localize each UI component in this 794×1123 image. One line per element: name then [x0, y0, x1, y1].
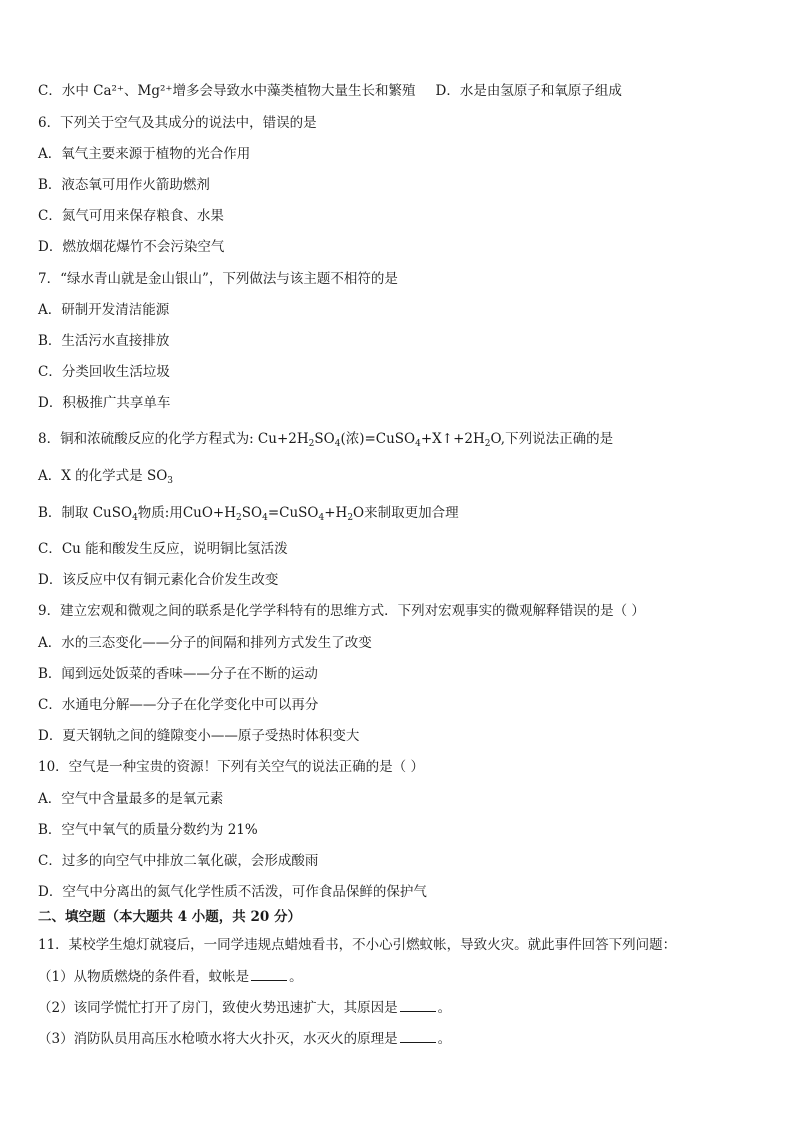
q8-option-d: D．该反应中仅有铜元素化合价发生改变 — [38, 572, 279, 588]
q5-option-c: C．水中 Ca²⁺、Mg²⁺增多会导致水中藻类植物大量生长和繁殖 — [38, 83, 416, 99]
q8-option-b-part: O来制取更加合理 — [353, 505, 459, 521]
q8-option-a — [38, 467, 173, 487]
q7-option-d: D．积极推广共享单车 — [38, 395, 171, 411]
subscript: 2 — [308, 439, 315, 449]
q5-options-cd — [38, 82, 622, 102]
subscript: 4 — [262, 513, 268, 523]
subscript: 3 — [167, 476, 173, 486]
q8-option-a-text: A．X 的化学式是 SO — [38, 468, 168, 484]
q8-stem-part: +X↑+2H — [420, 431, 485, 447]
q7-option-b: B．生活污水直接排放 — [38, 333, 170, 349]
q9-option-d: D．夏天钢轨之间的缝隙变小——原子受热时体积变大 — [38, 728, 360, 744]
q11-part-2 — [38, 998, 451, 1018]
q8-option-c: C．Cu 能和酸发生反应，说明铜比氢活泼 — [38, 541, 288, 557]
q6-option-a: A．氧气主要来源于植物的光合作用 — [38, 146, 251, 162]
subscript: 4 — [415, 439, 421, 449]
subscript: 4 — [334, 439, 341, 449]
q11-part-3 — [38, 1029, 451, 1049]
subscript: 2 — [347, 513, 354, 523]
q8-option-b-part: SO — [241, 505, 263, 521]
q9-option-c: C．水通电分解——分子在化学变化中可以再分 — [38, 697, 319, 713]
q10-option-a: A．空气中含量最多的是氧元素 — [38, 791, 224, 807]
section-heading: 二、填空题（本大题共 4 小题，共 20 分） — [38, 909, 301, 925]
q8-option-b-part: +H — [324, 505, 348, 521]
answer-blank[interactable] — [400, 1029, 436, 1043]
period: 。 — [437, 1000, 452, 1016]
q8-stem-part: O,下列说法正确的是 — [490, 431, 614, 447]
q6-option-b: B．液态氧可用作火箭助燃剂 — [38, 177, 210, 193]
q7-stem: 7．“绿水青山就是金山银山”，下列做法与该主题不相符的是 — [38, 271, 398, 287]
answer-blank[interactable] — [400, 998, 436, 1012]
q11-part-1-text: （1）从物质燃烧的条件看，蚊帐是 — [38, 969, 250, 985]
period: 。 — [289, 969, 303, 985]
subscript: 4 — [318, 513, 325, 523]
period: 。 — [437, 1031, 452, 1047]
q9-option-b: B．闻到远处饭菜的香味——分子在不断的运动 — [38, 666, 318, 682]
q9-option-a: A．水的三态变化——分子的间隔和排列方式发生了改变 — [38, 635, 372, 651]
q11-part-2-text: （2）该同学慌忙打开了房门，致使火势迅速扩大，其原因是 — [38, 1000, 398, 1016]
q6-option-d: D．燃放烟花爆竹不会污染空气 — [38, 239, 225, 255]
q11-stem: 11．某校学生熄灯就寝后，一同学违规点蜡烛看书，不小心引燃蚊帐，导致火灾。就此事件回答下列问题： — [38, 937, 677, 953]
q10-stem: 10．空气是一种宝贵的资源！下列有关空气的说法正确的是（ ） — [38, 759, 424, 775]
answer-blank[interactable] — [251, 967, 287, 981]
q8-option-b-part: =CuSO — [267, 505, 319, 521]
q8-stem-part: SO — [314, 431, 335, 447]
q7-option-a: A．研制开发清洁能源 — [38, 302, 170, 318]
q10-option-c: C．过多的向空气中排放二氧化碳，会形成酸雨 — [38, 853, 319, 869]
subscript: 2 — [484, 439, 491, 449]
q8-stem-part: 8．铜和浓硫酸反应的化学方程式为: Cu+2H — [38, 431, 309, 447]
q6-option-c: C．氮气可用来保存粮食、水果 — [38, 208, 224, 224]
q8-stem-part: (浓)=CuSO — [340, 431, 416, 447]
q10-option-d: D．空气中分离出的氮气化学性质不活泼，可作食品保鲜的保护气 — [38, 884, 427, 900]
q11-part-3-text: （3）消防队员用高压水枪喷水将大火扑灭，水灭火的原理是 — [38, 1031, 398, 1047]
q9-stem: 9．建立宏观和微观之间的联系是化学学科特有的思维方式．下列对宏观事实的微观解释错误的是（ ） — [38, 603, 645, 619]
q11-part-1 — [38, 967, 303, 987]
subscript: 4 — [132, 513, 138, 523]
q8-option-b — [38, 504, 459, 524]
q8-option-b-part: B．制取 CuSO — [38, 505, 133, 521]
q7-option-c: C．分类回收生活垃圾 — [38, 364, 170, 380]
q10-option-b: B．空气中氧气的质量分数约为 21% — [38, 822, 258, 838]
q6-stem: 6．下列关于空气及其成分的说法中，错误的是 — [38, 115, 317, 131]
q8-stem — [38, 430, 613, 450]
subscript: 2 — [236, 513, 242, 523]
q8-option-b-part: 物质:用CuO+H — [137, 505, 237, 521]
q5-option-d: D．水是由氢原子和氧原子组成 — [435, 83, 622, 99]
